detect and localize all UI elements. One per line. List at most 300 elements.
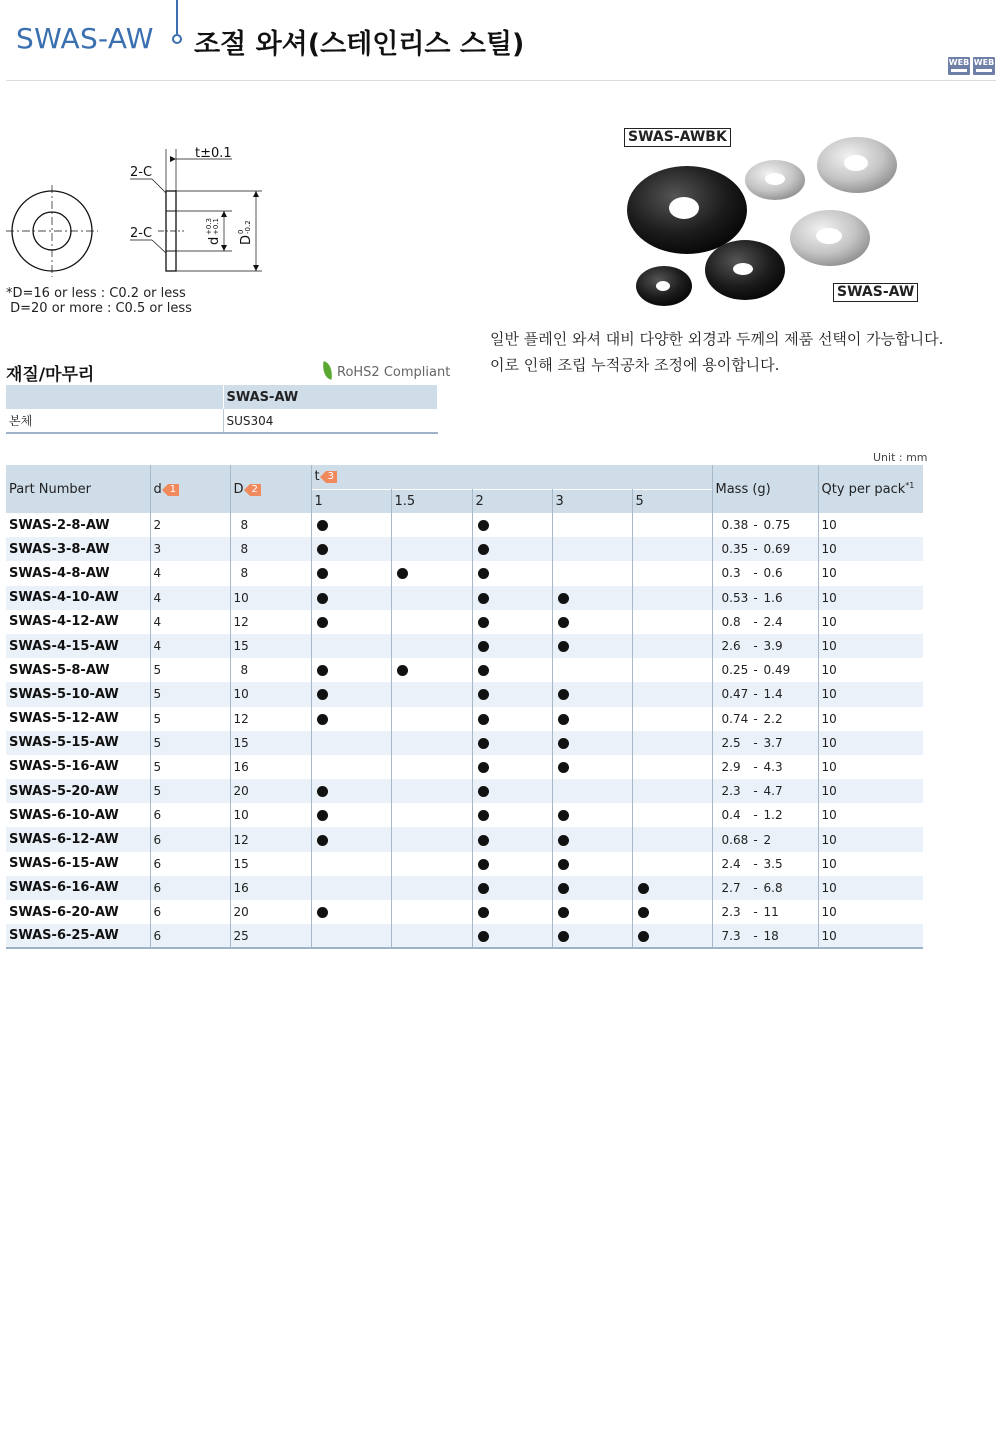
availability-dot-icon bbox=[558, 859, 569, 870]
t-cell bbox=[472, 876, 552, 900]
mass-max: 2.4 bbox=[763, 614, 783, 629]
col-qty-note: *1 bbox=[905, 481, 915, 490]
d-cell: 4 bbox=[150, 586, 230, 610]
t-cell bbox=[552, 731, 632, 755]
mass-cell bbox=[712, 803, 818, 827]
mass-min: 0.8 bbox=[721, 614, 741, 629]
t-cell bbox=[391, 827, 472, 851]
mass-cell bbox=[712, 682, 818, 706]
availability-dot-icon bbox=[558, 931, 569, 942]
part-number-cell: SWAS-4-15-AW bbox=[6, 634, 150, 658]
mass-min: 0.53 bbox=[721, 590, 749, 605]
d-cell: 5 bbox=[150, 779, 230, 803]
col-D bbox=[230, 465, 311, 513]
mass-range-dash: - bbox=[753, 784, 758, 799]
qty-cell: 10 bbox=[821, 905, 837, 920]
t-cell bbox=[391, 682, 472, 706]
mass-range-dash: - bbox=[753, 639, 758, 654]
d-cell: 6 bbox=[150, 900, 230, 924]
d-cell: 6 bbox=[150, 852, 230, 876]
availability-dot-icon bbox=[478, 617, 489, 628]
t-cell bbox=[632, 513, 712, 537]
t-cell bbox=[311, 900, 391, 924]
t-cell bbox=[311, 634, 391, 658]
D-cell: 15 bbox=[230, 852, 311, 876]
qty-cell: 10 bbox=[821, 808, 837, 823]
availability-dot-icon bbox=[558, 762, 569, 773]
col-D-label: D bbox=[233, 481, 244, 497]
t-cell bbox=[632, 803, 712, 827]
t-cell bbox=[391, 876, 472, 900]
availability-dot-icon bbox=[478, 883, 489, 894]
t-cell bbox=[472, 803, 552, 827]
availability-dot-icon bbox=[478, 665, 489, 676]
washer-technical-drawing bbox=[0, 135, 300, 285]
t-cell bbox=[311, 682, 391, 706]
spec-table bbox=[6, 465, 923, 949]
availability-dot-icon bbox=[317, 593, 328, 604]
mass-range-dash: - bbox=[753, 566, 758, 581]
mass-max: 1.2 bbox=[763, 808, 783, 823]
mass-range-dash: - bbox=[753, 687, 758, 702]
d-arrow-top bbox=[221, 211, 227, 217]
D-arrow-top bbox=[253, 191, 259, 197]
washer-steel-top bbox=[817, 137, 897, 193]
D-cell: 20 bbox=[230, 779, 311, 803]
part-number-cell: SWAS-3-8-AW bbox=[6, 537, 150, 561]
qty-cell: 10 bbox=[818, 537, 923, 561]
part-number-cell: SWAS-5-16-AW bbox=[6, 755, 150, 779]
t-cell bbox=[632, 779, 712, 803]
t-cell bbox=[391, 634, 472, 658]
d-cell: 3 bbox=[150, 537, 230, 561]
availability-dot-icon bbox=[317, 786, 328, 797]
t-cell bbox=[311, 537, 391, 561]
mass-min: 2.9 bbox=[721, 759, 741, 774]
D-cell: 12 bbox=[230, 827, 311, 851]
availability-dot-icon bbox=[317, 689, 328, 700]
t-cell bbox=[632, 682, 712, 706]
mass-max: 0.69 bbox=[763, 542, 791, 557]
mass-range-dash: - bbox=[753, 542, 758, 557]
col-qty-label: Qty per pack bbox=[821, 482, 906, 497]
availability-dot-icon bbox=[558, 593, 569, 604]
d-cell: 4 bbox=[150, 634, 230, 658]
table-row bbox=[6, 852, 923, 876]
t-cell bbox=[472, 755, 552, 779]
d-cell: 6 bbox=[150, 876, 230, 900]
table-row bbox=[6, 610, 923, 634]
t-cell bbox=[391, 658, 472, 682]
mass-range-dash: - bbox=[753, 759, 758, 774]
D-arrow-bottom bbox=[253, 265, 259, 271]
d-cell: 4 bbox=[150, 610, 230, 634]
header-divider-line bbox=[176, 0, 178, 34]
spec-table-body bbox=[6, 513, 923, 948]
d-cell: 5 bbox=[150, 682, 230, 706]
mass-range-dash: - bbox=[753, 711, 758, 726]
availability-dot-icon bbox=[558, 641, 569, 652]
mass-min: 0.68 bbox=[721, 832, 749, 847]
availability-dot-icon bbox=[478, 835, 489, 846]
t-cell bbox=[391, 513, 472, 537]
t-cell bbox=[391, 803, 472, 827]
table-row bbox=[6, 513, 923, 537]
t-cell bbox=[472, 852, 552, 876]
availability-dot-icon bbox=[478, 641, 489, 652]
mass-cell bbox=[712, 586, 818, 610]
part-number-cell: SWAS-6-15-AW bbox=[6, 852, 150, 876]
material-title: 재질/마무리 bbox=[6, 365, 95, 385]
D-cell: 12 bbox=[230, 707, 311, 731]
web-badge-label: WEB bbox=[948, 58, 970, 67]
D-cell: 10 bbox=[230, 682, 311, 706]
t-cell bbox=[552, 513, 632, 537]
washer-steel-small bbox=[745, 160, 805, 200]
t-cell bbox=[391, 900, 472, 924]
availability-dot-icon bbox=[478, 786, 489, 797]
mass-range-dash: - bbox=[753, 880, 758, 895]
material-row-label: 본체 bbox=[6, 409, 223, 433]
mass-max: 1.4 bbox=[763, 687, 783, 702]
table-row bbox=[6, 658, 923, 682]
mass-cell bbox=[712, 827, 818, 851]
qty-cell: 10 bbox=[821, 518, 837, 533]
mass-range-dash: - bbox=[753, 518, 758, 533]
mass-cell bbox=[712, 658, 818, 682]
t-cell bbox=[552, 634, 632, 658]
col-d-badge: 1 bbox=[168, 484, 179, 496]
col-mass: Mass (g) bbox=[712, 465, 818, 513]
t-cell bbox=[472, 707, 552, 731]
col-t-value: 5 bbox=[632, 489, 712, 513]
page-title: 조절 와셔(스테인리스 스틸) bbox=[194, 29, 525, 60]
mass-min: 0.47 bbox=[721, 687, 749, 702]
d-cell: 6 bbox=[150, 803, 230, 827]
mass-min: 2.6 bbox=[721, 639, 741, 654]
t-cell bbox=[391, 561, 472, 585]
t-cell bbox=[391, 707, 472, 731]
availability-dot-icon bbox=[478, 931, 489, 942]
material-header-blank bbox=[6, 385, 223, 409]
col-t bbox=[311, 465, 712, 489]
d-cell: 5 bbox=[150, 731, 230, 755]
D-cell: 15 bbox=[230, 731, 311, 755]
availability-dot-icon bbox=[478, 907, 489, 918]
t-cell bbox=[632, 586, 712, 610]
availability-dot-icon bbox=[558, 714, 569, 725]
chamfer-note-2: D=20 or more : C0.5 or less bbox=[6, 301, 192, 316]
t-cell bbox=[391, 755, 472, 779]
availability-dot-icon bbox=[317, 665, 328, 676]
mass-max: 0.6 bbox=[763, 566, 783, 581]
d-cell: 5 bbox=[150, 755, 230, 779]
mass-range-dash: - bbox=[753, 832, 758, 847]
mass-min: 0.35 bbox=[721, 542, 749, 557]
chamfer-top-label: 2-C bbox=[130, 165, 153, 180]
table-row bbox=[6, 779, 923, 803]
washer-black-medium bbox=[705, 240, 785, 300]
availability-dot-icon bbox=[638, 931, 649, 942]
mass-cell bbox=[712, 731, 818, 755]
col-t-value: 2 bbox=[472, 489, 552, 513]
t-cell bbox=[552, 610, 632, 634]
t-cell bbox=[552, 537, 632, 561]
t-cell bbox=[552, 658, 632, 682]
t-cell bbox=[472, 561, 552, 585]
washer-steel-mid bbox=[790, 210, 870, 266]
t-cell bbox=[472, 682, 552, 706]
qty-cell: 10 bbox=[821, 759, 837, 774]
col-D-badge: 2 bbox=[250, 484, 261, 496]
mass-cell bbox=[712, 634, 818, 658]
qty-cell: 10 bbox=[821, 614, 837, 629]
part-number-cell: SWAS-6-12-AW bbox=[6, 827, 150, 851]
material-table bbox=[6, 385, 438, 434]
t-cell bbox=[391, 586, 472, 610]
unit-label: Unit : mm bbox=[873, 451, 928, 464]
mass-range-dash: - bbox=[753, 856, 758, 871]
t-cell bbox=[552, 682, 632, 706]
t-cell bbox=[632, 634, 712, 658]
availability-dot-icon bbox=[478, 593, 489, 604]
tag-swas-aw: SWAS-AW bbox=[833, 283, 918, 302]
availability-dot-icon bbox=[558, 907, 569, 918]
table-row bbox=[6, 707, 923, 731]
availability-dot-icon bbox=[317, 520, 328, 531]
t-cell bbox=[391, 779, 472, 803]
mass-max: 0.75 bbox=[763, 518, 791, 533]
qty-cell: 10 bbox=[821, 566, 837, 581]
part-number-cell: SWAS-5-10-AW bbox=[6, 682, 150, 706]
availability-dot-icon bbox=[478, 738, 489, 749]
chamfer-bottom-leader-diag bbox=[152, 240, 166, 253]
table-row bbox=[6, 755, 923, 779]
t-cell bbox=[552, 707, 632, 731]
t-cell bbox=[552, 827, 632, 851]
D-cell: 16 bbox=[230, 755, 311, 779]
part-number-cell: SWAS-5-15-AW bbox=[6, 731, 150, 755]
mass-min: 0.3 bbox=[721, 566, 741, 581]
part-number-cell: SWAS-5-12-AW bbox=[6, 707, 150, 731]
leaf-icon bbox=[321, 361, 335, 380]
table-row bbox=[6, 803, 923, 827]
t-cell bbox=[311, 924, 391, 948]
t-cell bbox=[552, 779, 632, 803]
t-cell bbox=[472, 900, 552, 924]
t-cell bbox=[391, 852, 472, 876]
mass-range-dash: - bbox=[753, 735, 758, 750]
t-cell bbox=[311, 803, 391, 827]
mass-range-dash: - bbox=[753, 808, 758, 823]
table-row bbox=[6, 900, 923, 924]
mass-cell bbox=[712, 779, 818, 803]
inner-tol-upper: +0.3 bbox=[205, 218, 213, 235]
t-cell bbox=[632, 731, 712, 755]
part-number-cell: SWAS-4-12-AW bbox=[6, 610, 150, 634]
t-cell bbox=[472, 924, 552, 948]
col-t-value: 3 bbox=[552, 489, 632, 513]
table-row bbox=[6, 876, 923, 900]
col-t-value: 1 bbox=[311, 489, 391, 513]
mass-cell bbox=[712, 513, 818, 537]
t-cell bbox=[311, 561, 391, 585]
product-code: SWAS-AW bbox=[16, 22, 154, 55]
mass-max: 1.6 bbox=[763, 590, 783, 605]
availability-dot-icon bbox=[317, 810, 328, 821]
mass-max: 18 bbox=[763, 928, 779, 943]
t-cell bbox=[391, 537, 472, 561]
t-cell bbox=[632, 755, 712, 779]
mass-max: 3.9 bbox=[763, 639, 783, 654]
t-cell bbox=[311, 513, 391, 537]
table-row bbox=[6, 827, 923, 851]
t-cell bbox=[472, 634, 552, 658]
t-cell bbox=[552, 900, 632, 924]
D-cell: 8 bbox=[230, 513, 311, 537]
mass-range-dash: - bbox=[753, 663, 758, 678]
mass-cell bbox=[712, 876, 818, 900]
outer-tol-lower: -0.2 bbox=[244, 220, 252, 234]
qty-cell: 10 bbox=[818, 586, 923, 610]
mass-min: 2.3 bbox=[721, 905, 741, 920]
mass-cell bbox=[712, 537, 818, 561]
rohs-compliant bbox=[322, 362, 450, 380]
t-cell bbox=[552, 755, 632, 779]
mass-cell bbox=[712, 707, 818, 731]
t-arrow bbox=[170, 156, 176, 162]
d-cell: 6 bbox=[150, 924, 230, 948]
d-cell: 2 bbox=[150, 513, 230, 537]
t-cell bbox=[472, 537, 552, 561]
availability-dot-icon bbox=[397, 665, 408, 676]
part-number-cell: SWAS-4-8-AW bbox=[6, 561, 150, 585]
t-cell bbox=[311, 658, 391, 682]
mass-max: 0.49 bbox=[763, 663, 791, 678]
t-cell bbox=[552, 803, 632, 827]
t-cell bbox=[632, 924, 712, 948]
t-cell bbox=[472, 827, 552, 851]
web-badge-label: WEB bbox=[973, 58, 995, 67]
mass-min: 0.4 bbox=[721, 808, 741, 823]
D-cell: 8 bbox=[230, 658, 311, 682]
rohs-label: RoHS2 Compliant bbox=[337, 365, 451, 380]
col-t-label: t bbox=[314, 469, 320, 485]
part-number-cell: SWAS-5-20-AW bbox=[6, 779, 150, 803]
col-d-label: d bbox=[153, 481, 162, 497]
availability-dot-icon bbox=[478, 810, 489, 821]
availability-dot-icon bbox=[317, 568, 328, 579]
t-cell bbox=[472, 610, 552, 634]
description-line-1: 일반 플레인 와셔 대비 다양한 외경과 두께의 제품 선택이 가능합니다. bbox=[490, 330, 944, 348]
table-row bbox=[6, 682, 923, 706]
mass-min: 0.38 bbox=[721, 518, 749, 533]
table-row bbox=[6, 561, 923, 585]
availability-dot-icon bbox=[478, 520, 489, 531]
availability-dot-icon bbox=[558, 689, 569, 700]
tag-swas-awbk: SWAS-AWBK bbox=[624, 128, 731, 147]
mass-max: 3.5 bbox=[763, 856, 783, 871]
availability-dot-icon bbox=[478, 568, 489, 579]
web-badge-icon[interactable] bbox=[948, 57, 970, 75]
t-cell bbox=[632, 658, 712, 682]
washer-black-large bbox=[627, 166, 747, 254]
material-col-header: SWAS-AW bbox=[223, 385, 438, 409]
mass-cell bbox=[712, 755, 818, 779]
t-cell bbox=[552, 561, 632, 585]
D-cell: 8 bbox=[230, 561, 311, 585]
availability-dot-icon bbox=[638, 907, 649, 918]
part-number-cell: SWAS-5-8-AW bbox=[6, 658, 150, 682]
t-cell bbox=[552, 876, 632, 900]
availability-dot-icon bbox=[397, 568, 408, 579]
qty-cell: 10 bbox=[818, 682, 923, 706]
t-cell bbox=[472, 731, 552, 755]
thickness-label: t±0.1 bbox=[195, 146, 232, 161]
t-cell bbox=[632, 537, 712, 561]
D-cell: 12 bbox=[230, 610, 311, 634]
t-cell bbox=[472, 513, 552, 537]
availability-dot-icon bbox=[317, 714, 328, 725]
mass-min: 7.3 bbox=[721, 928, 741, 943]
D-cell: 25 bbox=[230, 924, 311, 948]
mass-min: 2.7 bbox=[721, 880, 741, 895]
part-number-cell: SWAS-4-10-AW bbox=[6, 586, 150, 610]
t-cell bbox=[632, 876, 712, 900]
t-cell bbox=[311, 586, 391, 610]
d-cell: 5 bbox=[150, 658, 230, 682]
part-number-cell: SWAS-6-16-AW bbox=[6, 876, 150, 900]
part-number-cell: SWAS-6-25-AW bbox=[6, 924, 150, 948]
availability-dot-icon bbox=[558, 883, 569, 894]
qty-cell: 10 bbox=[818, 634, 923, 658]
mass-max: 4.3 bbox=[763, 759, 783, 774]
availability-dot-icon bbox=[478, 762, 489, 773]
mass-min: 2.5 bbox=[721, 735, 741, 750]
mass-max: 2.2 bbox=[763, 711, 783, 726]
web-badge-icon[interactable] bbox=[973, 57, 995, 75]
chamfer-bottom-label: 2-C bbox=[130, 226, 153, 241]
header-rule bbox=[6, 80, 996, 81]
t-cell bbox=[472, 779, 552, 803]
availability-dot-icon bbox=[558, 810, 569, 821]
qty-cell: 10 bbox=[818, 779, 923, 803]
t-cell bbox=[311, 731, 391, 755]
d-cell: 6 bbox=[150, 827, 230, 851]
col-t-value: 1.5 bbox=[391, 489, 472, 513]
t-cell bbox=[311, 755, 391, 779]
col-t-badge: 3 bbox=[326, 471, 337, 483]
t-cell bbox=[391, 731, 472, 755]
t-cell bbox=[391, 924, 472, 948]
mass-range-dash: - bbox=[753, 905, 758, 920]
qty-cell: 10 bbox=[821, 663, 837, 678]
d-cell: 5 bbox=[150, 707, 230, 731]
outer-dia-label: D bbox=[239, 234, 254, 245]
D-cell: 8 bbox=[230, 537, 311, 561]
mass-cell bbox=[712, 924, 818, 948]
chamfer-note-1: *D=16 or less : C0.2 or less bbox=[6, 286, 186, 301]
col-d bbox=[150, 465, 230, 513]
t-cell bbox=[391, 610, 472, 634]
t-cell bbox=[311, 852, 391, 876]
t-cell bbox=[311, 707, 391, 731]
d-cell: 4 bbox=[150, 561, 230, 585]
outer-tol-upper: 0 bbox=[237, 229, 245, 234]
availability-dot-icon bbox=[317, 617, 328, 628]
inner-dia-label: d bbox=[207, 236, 222, 245]
qty-cell: 10 bbox=[818, 924, 923, 948]
